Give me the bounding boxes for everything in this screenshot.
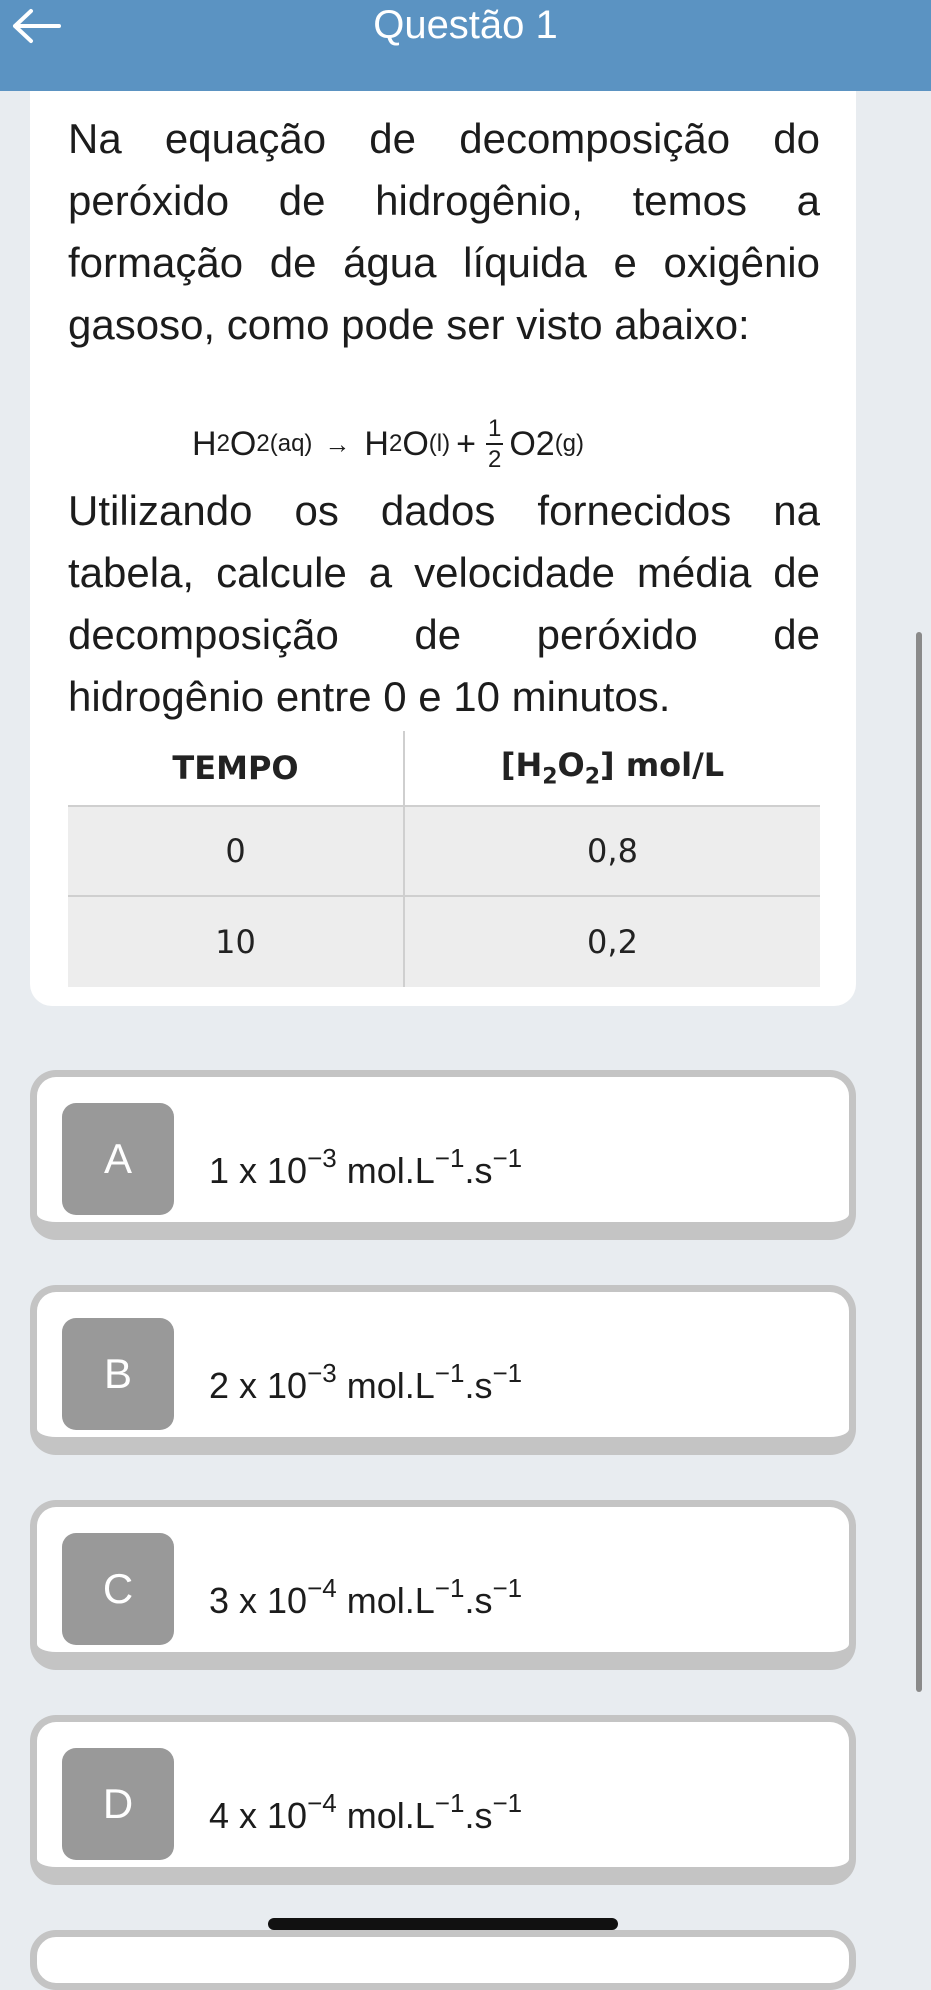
data-table [68, 731, 820, 987]
table-row: 0 0,8 [68, 806, 820, 897]
option-answer-text: 4 x $10^{-4}$ $mol.L^{-1}.s^{-1}$ [209, 1788, 523, 1836]
option-letter-badge: A [62, 1103, 174, 1215]
table-header-tempo: TEMPO [68, 731, 404, 806]
chemical-equation: H 2 O 2(aq) → H 2 O (l) + $\frac{1}{2}$ O2 (g) [192, 409, 584, 479]
option-answer-text: 2 x $10^{-3}$ $mol.L^{-1}.s^{-1}$ [209, 1358, 523, 1406]
reaction-arrow: → [324, 429, 351, 459]
option-letter-badge: C [62, 1533, 174, 1645]
option-a[interactable] [30, 1070, 856, 1240]
option-answer-text: 3 x $10^{-4}$ $mol.L^{-1}.s^{-1}$ [209, 1573, 523, 1621]
scrollbar[interactable] [916, 632, 922, 1692]
table-row: 10 0,2 [68, 896, 820, 987]
next-option-peek[interactable] [30, 1930, 856, 1990]
top-bar [0, 0, 931, 91]
option-c[interactable] [30, 1500, 856, 1670]
option-b[interactable] [30, 1285, 856, 1455]
home-indicator[interactable] [268, 1918, 618, 1930]
page-title: Questão 1 [373, 3, 558, 47]
option-d[interactable] [30, 1715, 856, 1885]
table-header-concentration: $[H_2O_2]$ mol/L [404, 731, 820, 806]
option-letter-badge: B [62, 1318, 174, 1430]
fraction: $\frac{1}{2}$ [487, 414, 502, 473]
question-intro-text: Na equação de decomposição do peróxido de hidrogênio, temos a formação de água líquida e oxigênio gasoso, como pode ser visto abaixo: [68, 115, 820, 348]
question-card [30, 91, 856, 1006]
table-header-row [68, 731, 820, 806]
option-letter-badge: D [62, 1748, 174, 1860]
question-task-text: Utilizando os dados fornecidos na tabela, calcule a velocidade média de decomposição de peróxido de hidrogênio entre 0 e 10 minutos. [68, 487, 820, 720]
option-answer-text: 1 x $10^{-3}$ $mol.L^{-1}.s^{-1}$ [209, 1143, 523, 1191]
